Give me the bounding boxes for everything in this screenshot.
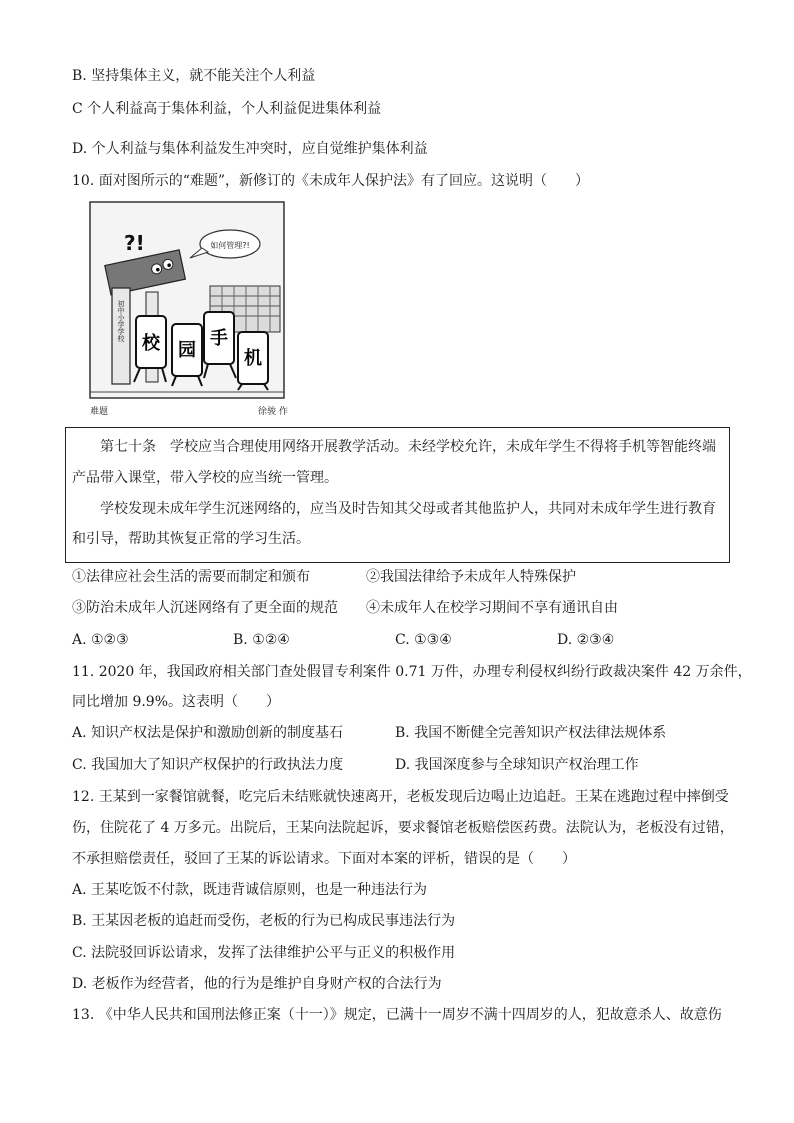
law-line-3: 学校发现未成年学生沉迷网络的，应当及时告知其父母或者其他监护人，共同对未成年学生进行教育 bbox=[72, 501, 716, 517]
q11-stem-line-1: 11. 2020 年，我国政府相关部门查处假冒专利案件 0.71 万件，办理专利侵权纠纷行政裁决案件 42 万余件， bbox=[72, 664, 752, 680]
gate-sign-text: 初中小学学校 bbox=[117, 300, 125, 342]
exclaim-mark: ?! bbox=[124, 231, 145, 255]
q10-choice-b: B. ①②④ bbox=[233, 632, 290, 648]
q11-option-d: D. 我国深度参与全球知识产权治理工作 bbox=[395, 757, 639, 773]
q12-option-c: C. 法院驳回诉讼请求，发挥了法律维护公平与正义的积极作用 bbox=[72, 945, 456, 961]
q9-option-d: D. 个人利益与集体利益发生冲突时，应自觉维护集体利益 bbox=[72, 141, 428, 157]
q12-stem-line-1: 12. 王某到一家餐馆就餐，吃完后未结账就快速离开，老板发现后边喝止边追赶。王某在逃跑过程中摔倒受 bbox=[72, 789, 729, 805]
q11-option-b: B. 我国不断健全完善知识产权法律法规体系 bbox=[395, 725, 667, 741]
q9-option-c: C 个人利益高于集体利益，个人利益促进集体利益 bbox=[72, 101, 382, 117]
q11-stem-line-2: 同比增加 9.9%。这表明（ ） bbox=[72, 694, 281, 710]
q12-option-d: D. 老板作为经营者，他的行为是维护自身财产权的合法行为 bbox=[72, 976, 442, 992]
statement-1: ①法律应社会生活的需要而制定和颁布 bbox=[72, 569, 310, 585]
law-line-2: 产品带入课堂，带入学校的应当统一管理。 bbox=[72, 470, 338, 486]
phone-2 bbox=[172, 324, 202, 376]
speech-bubble-text: 如何管理?! bbox=[210, 241, 250, 250]
phone-label-3: 手 bbox=[210, 328, 228, 349]
law-excerpt-box bbox=[65, 427, 730, 563]
law-line-1: 第七十条 学校应当合理使用网络开展教学活动。未经学校允许，未成年学生不得将手机等智能终端 bbox=[72, 439, 716, 455]
phone-1 bbox=[136, 316, 166, 368]
phone-label-2: 园 bbox=[178, 340, 196, 361]
phone-3 bbox=[204, 312, 234, 364]
law-line-4: 和引导，帮助其恢复正常的学习生活。 bbox=[72, 531, 310, 547]
q10-choice-d: D. ②③④ bbox=[557, 632, 615, 648]
q10-choice-c: C. ①③④ bbox=[395, 632, 452, 648]
q10-choice-a: A. ①②③ bbox=[72, 632, 129, 648]
q12-stem-line-3: 不承担赔偿责任，驳回了王某的诉讼请求。下面对本案的评析，错误的是（ ） bbox=[72, 851, 576, 867]
q12-option-b: B. 王某因老板的追赶而受伤，老板的行为已构成民事违法行为 bbox=[72, 913, 456, 929]
statement-4: ④未成年人在校学习期间不享有通讯自由 bbox=[366, 600, 618, 616]
statement-3: ③防治未成年人沉迷网络有了更全面的规范 bbox=[72, 600, 338, 616]
phone-4 bbox=[238, 332, 268, 384]
q12-stem-line-2: 伤，住院花了 4 万多元。出院后，王某向法院起诉，要求餐馆老板赔偿医药费。法院认为，老板没有过错， bbox=[72, 820, 734, 836]
q11-option-c: C. 我国加大了知识产权保护的行政执法力度 bbox=[72, 757, 344, 773]
q13-stem-line-1: 13. 《中华人民共和国刑法修正案（十一）》规定，已满十一周岁不满十四周岁的人，犯故意杀人、故意伤 bbox=[72, 1007, 722, 1023]
q11-option-a: A. 知识产权法是保护和激励创新的制度基石 bbox=[72, 725, 344, 741]
q10-stem: 10. 面对图所示的“难题”，新修订的《未成年人保护法》有了回应。这说明（ ） bbox=[72, 173, 590, 189]
statement-2: ②我国法律给予未成年人特殊保护 bbox=[366, 569, 576, 585]
q9-option-b: B. 坚持集体主义，就不能关注个人利益 bbox=[72, 68, 316, 84]
q12-option-a: A. 王某吃饭不付款，既违背诚信原则，也是一种违法行为 bbox=[72, 882, 428, 898]
cartoon-author: 徐骏 作 bbox=[258, 407, 288, 417]
cartoon-caption: 难题 bbox=[90, 407, 109, 417]
phone-label-1: 校 bbox=[142, 333, 160, 354]
phone-label-4: 机 bbox=[244, 348, 262, 369]
cartoon-image bbox=[82, 196, 292, 418]
